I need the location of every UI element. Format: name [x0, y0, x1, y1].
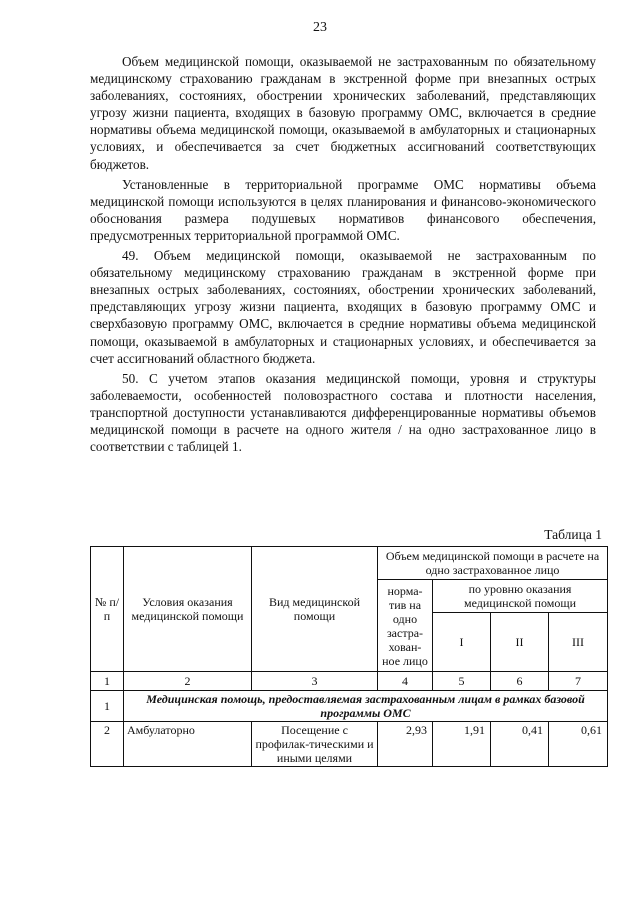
column-index-cell: 2 — [124, 672, 252, 691]
header-type: Вид медицинской помощи — [252, 547, 378, 672]
page-number: 23 — [313, 20, 327, 35]
header-level-group: по уровню оказания медицинской помощи — [433, 580, 608, 613]
body-text — [90, 53, 596, 458]
table-row — [91, 722, 608, 767]
paragraph-4: 50. С учетом этапов оказания медицинской помощи, уровня и структуры заболеваемости, особенностей половозрастного состава и плотности населения, транспортной доступности устанавливаются дифференцированные нормативы объемов медицинской помощи в расчете на одного жителя / на одно застрахованное лицо в соответствии с таблицей 1. — [90, 370, 596, 455]
paragraph-3: 49. Объем медицинской помощи, оказываемой не застрахованным по обязательному медицинскому страхованию гражданам в экстренной форме при внезапных острых заболеваниях, состояниях, обострении хронических заболеваний, представляющих угрозу жизни пациента, входящих в базовую программу ОМС и сверхбазовую программу ОМС, включается в средние нормативы объема медицинской помощи, оказываемой в амбулаторных и стационарных условиях, и обеспечивается за счет ассигнований областного бюджета. — [90, 248, 596, 366]
column-index-cell: 6 — [491, 672, 549, 691]
row-level-3: 0,61 — [549, 722, 608, 767]
table-header-row — [91, 547, 608, 580]
row-level-1: 1,91 — [433, 722, 491, 767]
column-index-row — [91, 672, 608, 691]
column-index-cell: 5 — [433, 672, 491, 691]
header-level-1: I — [433, 613, 491, 672]
norms-table — [90, 546, 608, 767]
row-num: 2 — [91, 722, 124, 767]
header-level-3: III — [549, 613, 608, 672]
row-level-2: 0,41 — [491, 722, 549, 767]
row-norm: 2,93 — [378, 722, 433, 767]
row-type: Посещение с профилак-тическими и иными целями — [252, 722, 378, 767]
header-volume-group: Объем медицинской помощи в расчете на одно застрахованное лицо — [378, 547, 608, 580]
header-norm: норма-тив на одно застра-хован-ное лицо — [378, 580, 433, 672]
header-level-2: II — [491, 613, 549, 672]
row-conditions: Амбулаторно — [124, 722, 252, 767]
column-index-cell: 3 — [252, 672, 378, 691]
table-caption: Таблица 1 — [544, 527, 602, 542]
column-index-cell: 4 — [378, 672, 433, 691]
header-conditions: Условия оказания медицинской помощи — [124, 547, 252, 672]
section-row — [91, 691, 608, 722]
paragraph-1: Объем медицинской помощи, оказываемой не застрахованным по обязательному медицинскому страхованию гражданам в экстренной форме при внезапных острых заболеваниях, состояниях, обострении хронических заболеваний, представляющих угрозу жизни пациента, входящих в базовую программу ОМС, включается в средние нормативы объема медицинской помощи, оказываемой в амбулаторных и стационарных условиях, и обеспечивается за счет бюджетных ассигнований соответствующих бюджетов. — [90, 54, 596, 172]
section-row-num: 1 — [91, 691, 124, 722]
column-index-cell: 1 — [91, 672, 124, 691]
header-num: № п/п — [91, 547, 124, 672]
paragraph-2: Установленные в территориальной программе ОМС нормативы объема медицинской помощи используются в целях планирования и финансово-экономического обоснования размера подушевых нормативов финансового обеспечения, предусмотренных территориальной программой ОМС. — [90, 176, 596, 243]
column-index-cell: 7 — [549, 672, 608, 691]
section-row-title: Медицинская помощь, предоставляемая застрахованным лицам в рамках базовой программы ОМС — [124, 691, 608, 722]
